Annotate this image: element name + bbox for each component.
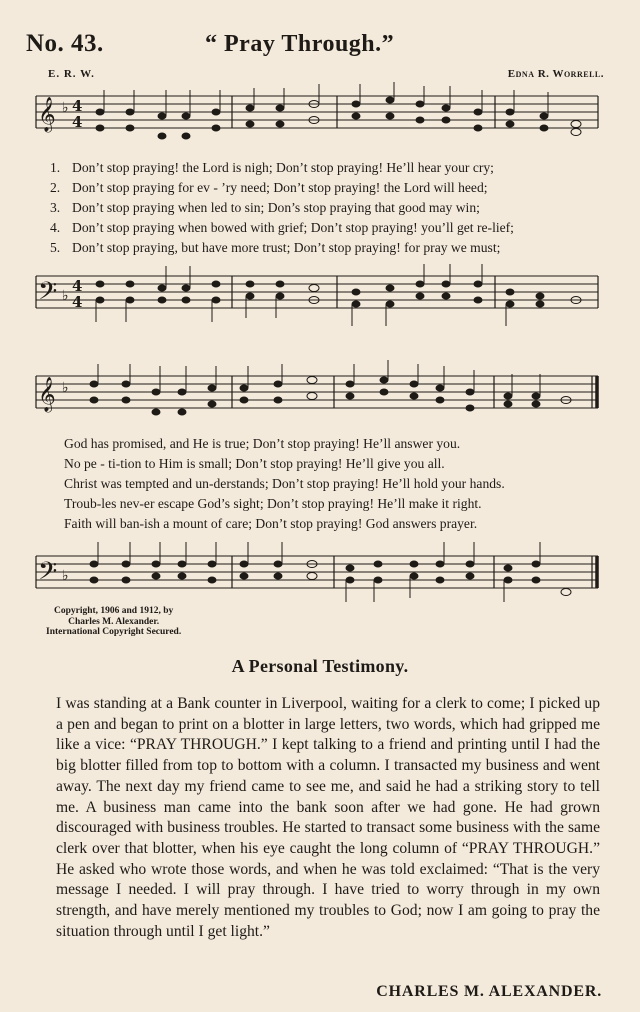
refrain-line-4: Troub-les nev-er escape God’s sight; Don’t stop praying! He’ll make it right. <box>64 496 482 511</box>
copyright-line-2: Charles M. Alexander. <box>68 616 160 627</box>
verse-line-1: 1. Don’t stop praying! the Lord is nigh; Don’t stop praying! He’ll hear your cry; <box>50 160 494 175</box>
refrain-line-2: No pe - ti-tion to Him is small; Don’t stop praying! He’ll give you all. <box>64 456 445 471</box>
composer-initials: E. R. W. <box>48 68 95 80</box>
svg-text:♭: ♭ <box>62 288 69 304</box>
svg-text:♭: ♭ <box>62 100 69 116</box>
time-sig-bottom: 4 <box>72 113 83 131</box>
notes-treble-1 <box>96 82 581 139</box>
svg-text:𝄞: 𝄞 <box>38 97 56 132</box>
refrain-line-5: Faith will ban-ish a mount of care; Don’t stop praying! God answers prayer. <box>64 516 478 531</box>
verse-line-3: 3. Don’t stop praying when led to sin; Don’s stop praying that good may win; <box>50 200 480 215</box>
refrain-line-3: Christ was tempted and un-derstands; Don’t stop praying! He’ll hold your hands. <box>64 476 505 491</box>
refrain-line-1: God has promised, and He is true; Don’t stop praying! He’ll answer you. <box>64 436 461 451</box>
verse-line-5: 5. Don’t stop praying, but have more trust; Don’t stop praying! for pray we must; <box>50 240 501 255</box>
bass-time-sig-bottom: 4 <box>72 293 83 311</box>
svg-text:𝄢: 𝄢 <box>38 557 58 592</box>
verse-line-2: 2. Don’t stop praying for ev - ’ry need; Don’t stop praying! the Lord will heed; <box>50 180 488 195</box>
svg-text:𝄞: 𝄞 <box>38 377 56 412</box>
time-sig-top: 4 <box>72 97 83 115</box>
testimony-signature: CHARLES M. ALEXANDER. <box>376 983 602 1000</box>
testimony-title: A Personal Testimony. <box>231 656 409 676</box>
verse-line-4: 4. Don’t stop praying when bowed with grief; Don’t stop praying! you’ll get re-lief; <box>50 220 514 235</box>
notes-treble-2 <box>90 360 571 415</box>
bass-staff-2 <box>36 556 598 588</box>
copyright-notice <box>46 606 181 638</box>
svg-text:♭: ♭ <box>62 380 69 396</box>
lyricist-name: Edna R. Worrell. <box>507 68 604 80</box>
copyright-line-1: Copyright, 1906 and 1912, by <box>53 606 174 616</box>
hymn-title: “ Pray Through.” <box>205 31 395 57</box>
testimony-body: I was standing at a Bank counter in Liverpool, waiting for a clerk to come; I picked up a pen and began to print on a blotter in large letters, two words, which had gripped me like a vice: “PRAY THROUGH.” I kept talking to a friend and printing until I had the big blotter filled from top to bottom with a column. I transacted my business and went away. The next day my friend came to see me, and said he had a striking story to tell me. A business man came into the bank soon after we had gone. He had grown discouraged with business troubles. He started to transact some business with the same clerk over that blotter, when his eye caught the long column of “PRAY THROUGH.” He asked who wrote those words, and when he was told exclaimed: “That is the very message I needed. I will pray through. I have tried to worry through in my own strength, and have merely mentioned my troubles to God; now I am going to pray the situation through until I get light.” <box>56 695 600 940</box>
notes-bass-1 <box>96 264 581 326</box>
svg-text:♭: ♭ <box>62 568 69 584</box>
svg-text:𝄢: 𝄢 <box>38 277 58 312</box>
copyright-line-3: International Copyright Secured. <box>46 627 182 637</box>
hymn-number: No. 43. <box>26 30 104 57</box>
bass-time-sig-top: 4 <box>72 277 83 295</box>
